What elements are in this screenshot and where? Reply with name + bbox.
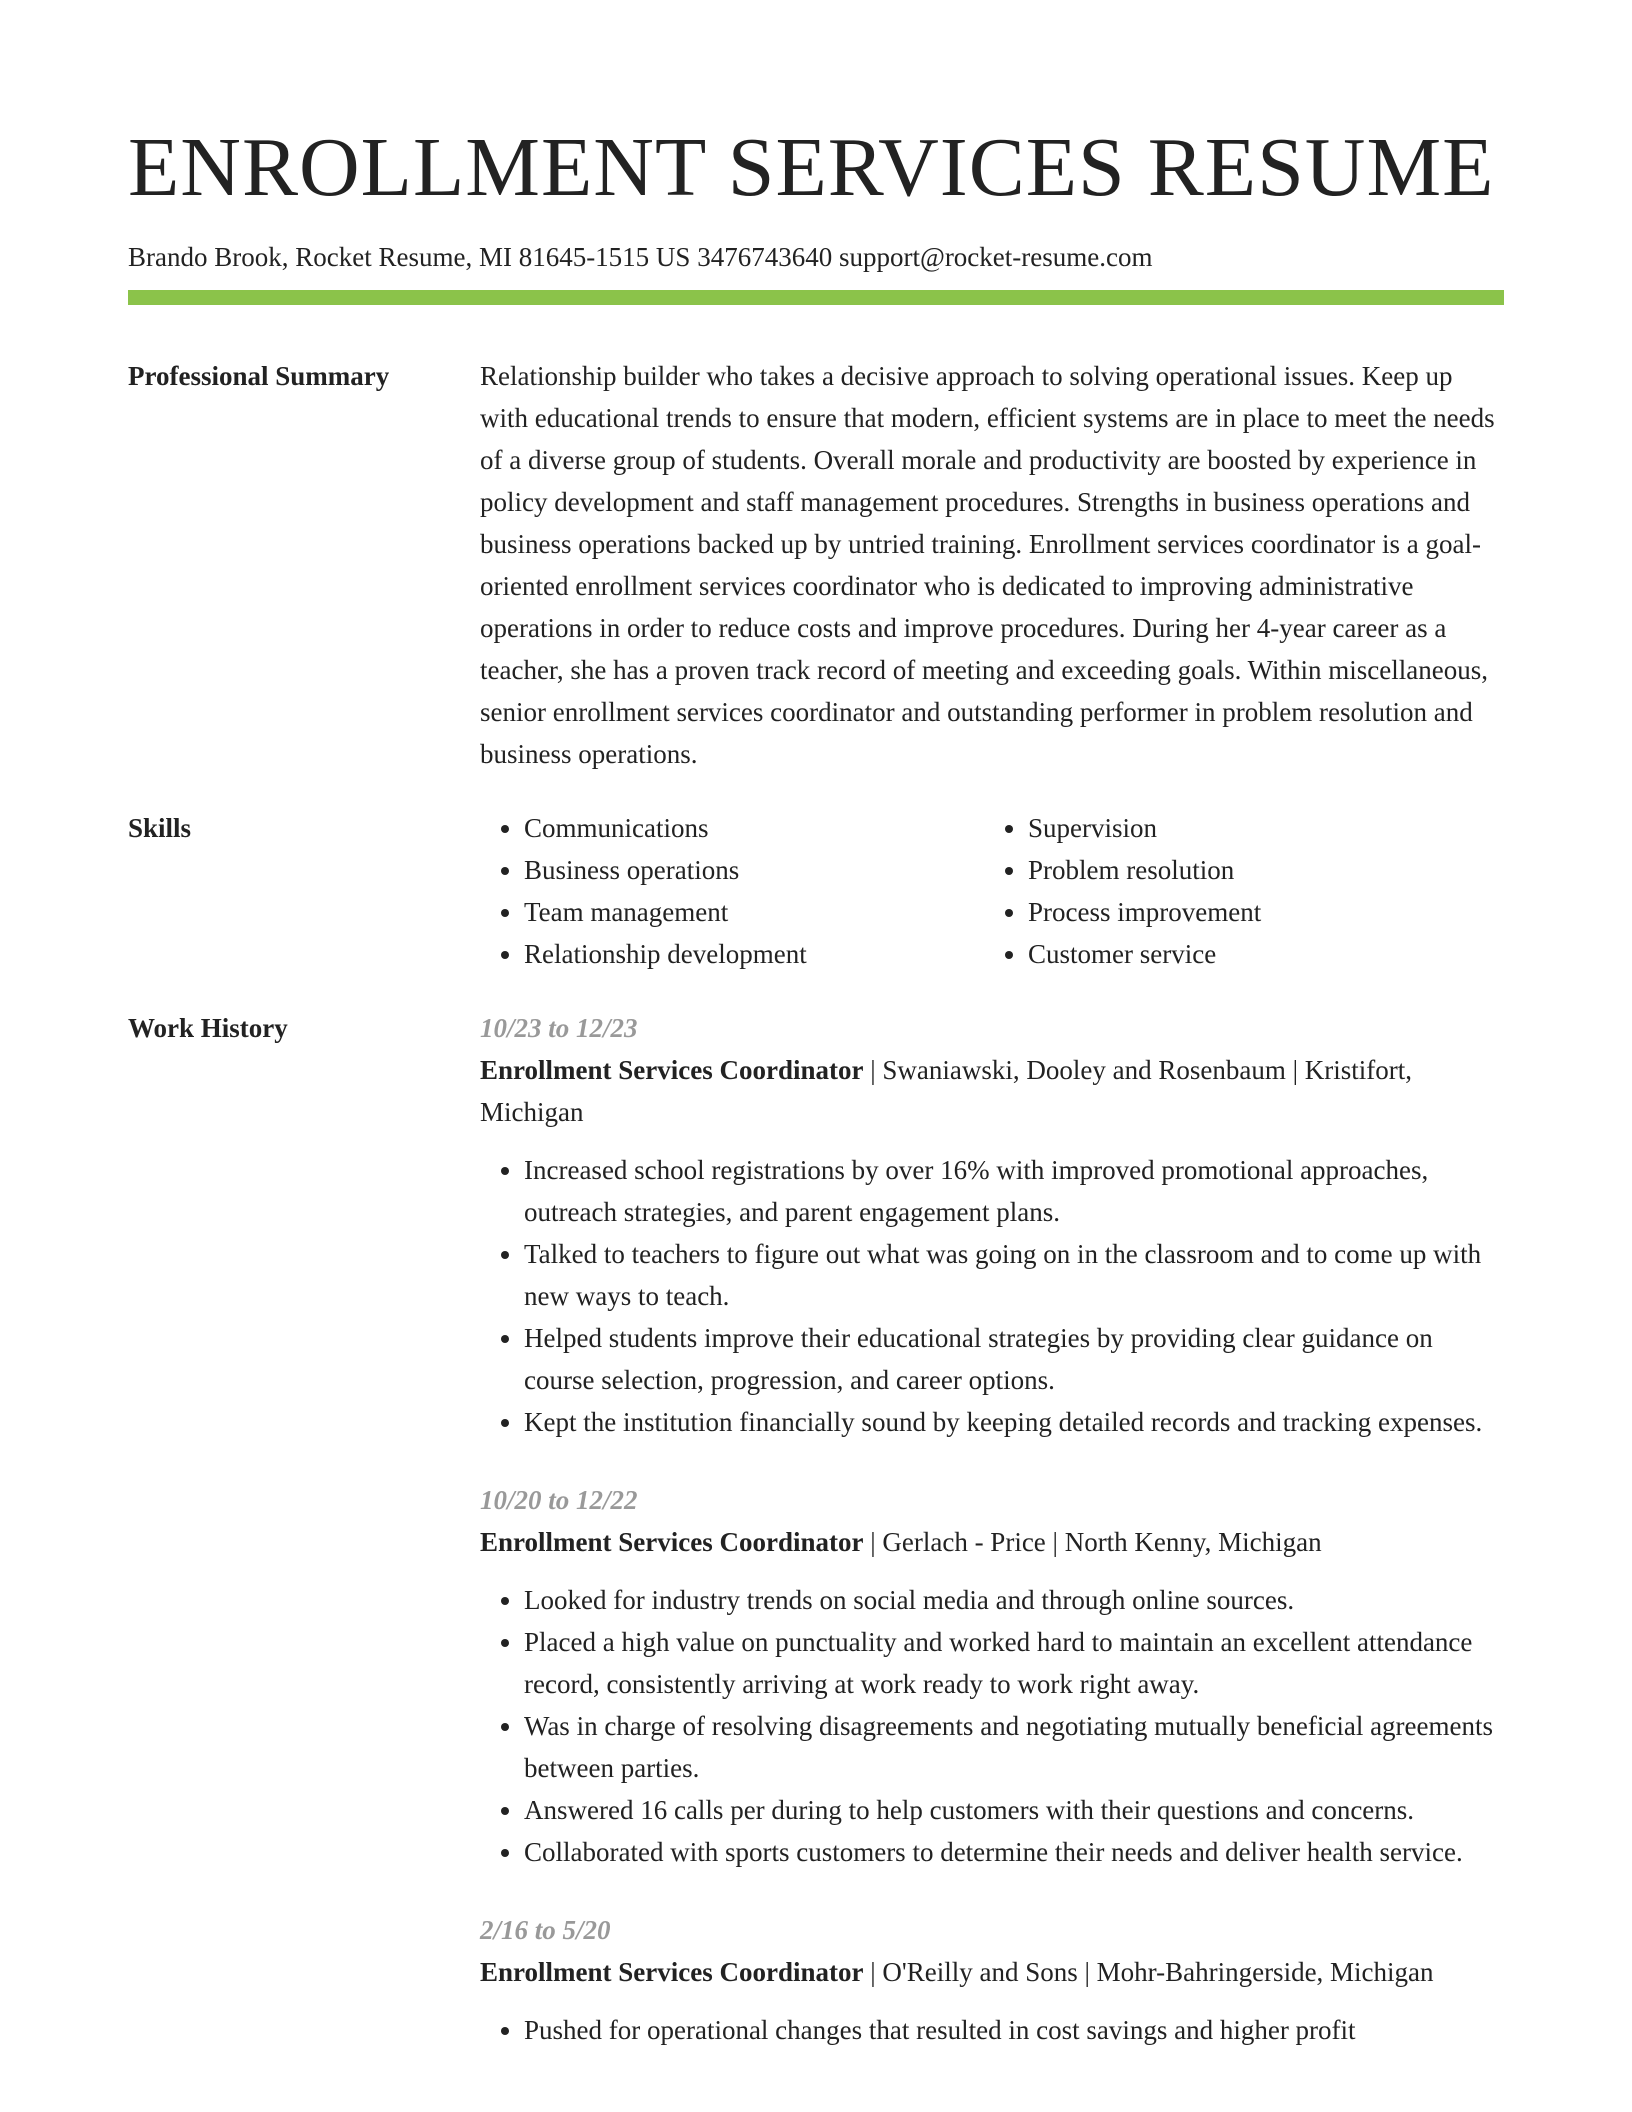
job-title: Enrollment Services Coordinator (480, 1055, 864, 1085)
job-bullet: • Helped students improve their educational strategies by providing clear guidance on course selection, progression, and career options. (524, 1317, 1504, 1401)
job-bullet: • Pushed for operational changes that resulted in cost savings and higher profit (524, 2009, 1504, 2051)
professional-summary-section (128, 355, 1504, 775)
job-entry (480, 1909, 1504, 2051)
job-dates: 10/23 to 12/23 (480, 1013, 638, 1043)
job-bullet: • Talked to teachers to figure out what was going on in the classroom and to come up with new ways to teach. (524, 1233, 1504, 1317)
job-bullet: • Placed a high value on punctuality and worked hard to maintain an excellent attendance record, consistently arriving at work ready to work right away. (524, 1621, 1504, 1705)
section-label-skills: Skills (128, 813, 192, 843)
job-dates: 10/20 to 12/22 (480, 1485, 638, 1515)
job-bullets (480, 1579, 1504, 1873)
job-title: Enrollment Services Coordinator (480, 1527, 864, 1557)
skills-column-left (480, 807, 984, 975)
work-history-body (480, 1007, 1504, 2087)
job-bullets (480, 1149, 1504, 1443)
skill-item: • Supervision (1028, 807, 1488, 849)
job-heading (480, 1521, 1504, 1563)
job-bullet: • Answered 16 calls per during to help customers with their questions and concerns. (524, 1789, 1504, 1831)
job-entry (480, 1007, 1504, 1443)
skill-item: • Relationship development (524, 933, 984, 975)
resume-title: ENROLLMENT SERVICES RESUME (128, 121, 1495, 214)
section-label-summary: Professional Summary (128, 361, 390, 391)
summary-text: Relationship builder who takes a decisive approach to solving operational issues. Keep up with educational trends to ensure that modern, efficient systems are in place to meet the needs of a diverse group of students. Overall morale and productivity are boosted by experience in policy development and staff management procedures. Strengths in business operations and business operations backed up by untried training. Enrollment services coordinator is a goal-oriented enrollment services coordinator who is dedicated to improving administrative operations in order to reduce costs and improve procedures. During her 4-year career as a teacher, she has a proven track record of meeting and exceeding goals. Within miscellaneous, senior enrollment services coordinator and outstanding performer in problem resolution and business operations. (480, 361, 1495, 769)
job-title: Enrollment Services Coordinator (480, 1957, 864, 1987)
skill-item: • Problem resolution (1028, 849, 1488, 891)
contact-line: Brando Brook, Rocket Resume, MI 81645-1515 US 3476743640 support@rocket-resume.com (128, 242, 1153, 272)
job-bullet: • Kept the institution financially sound by keeping detailed records and tracking expenses. (524, 1401, 1504, 1443)
summary-body (480, 355, 1504, 775)
skill-item: • Customer service (1028, 933, 1488, 975)
section-label-work-history: Work History (128, 1013, 288, 1043)
skills-list (480, 807, 1504, 975)
skill-item: • Process improvement (1028, 891, 1488, 933)
skills-section (128, 807, 1504, 975)
job-details: | Swaniawski, Dooley and Rosenbaum | Kristifort, Michigan (480, 1055, 1412, 1127)
job-bullet: • Was in charge of resolving disagreements and negotiating mutually beneficial agreements between parties. (524, 1705, 1504, 1789)
job-dates: 2/16 to 5/20 (480, 1915, 611, 1945)
job-details: | Gerlach - Price | North Kenny, Michigan (863, 1527, 1322, 1557)
work-history-section (128, 1007, 1504, 2087)
job-bullet: • Collaborated with sports customers to determine their needs and deliver health service. (524, 1831, 1504, 1873)
job-bullet: • Increased school registrations by over 16% with improved promotional approaches, outreach strategies, and parent engagement plans. (524, 1149, 1504, 1233)
job-heading (480, 1951, 1504, 1993)
resume-page (128, 0, 1504, 2087)
job-details: | O'Reilly and Sons | Mohr-Bahringerside, Michigan (863, 1957, 1434, 1987)
job-heading (480, 1049, 1504, 1133)
job-bullets (480, 2009, 1504, 2051)
job-entry (480, 1479, 1504, 1873)
skills-column-right (984, 807, 1488, 975)
accent-divider (128, 290, 1504, 305)
skill-item: • Communications (524, 807, 984, 849)
job-bullet: • Looked for industry trends on social media and through online sources. (524, 1579, 1504, 1621)
skill-item: • Team management (524, 891, 984, 933)
skill-item: • Business operations (524, 849, 984, 891)
